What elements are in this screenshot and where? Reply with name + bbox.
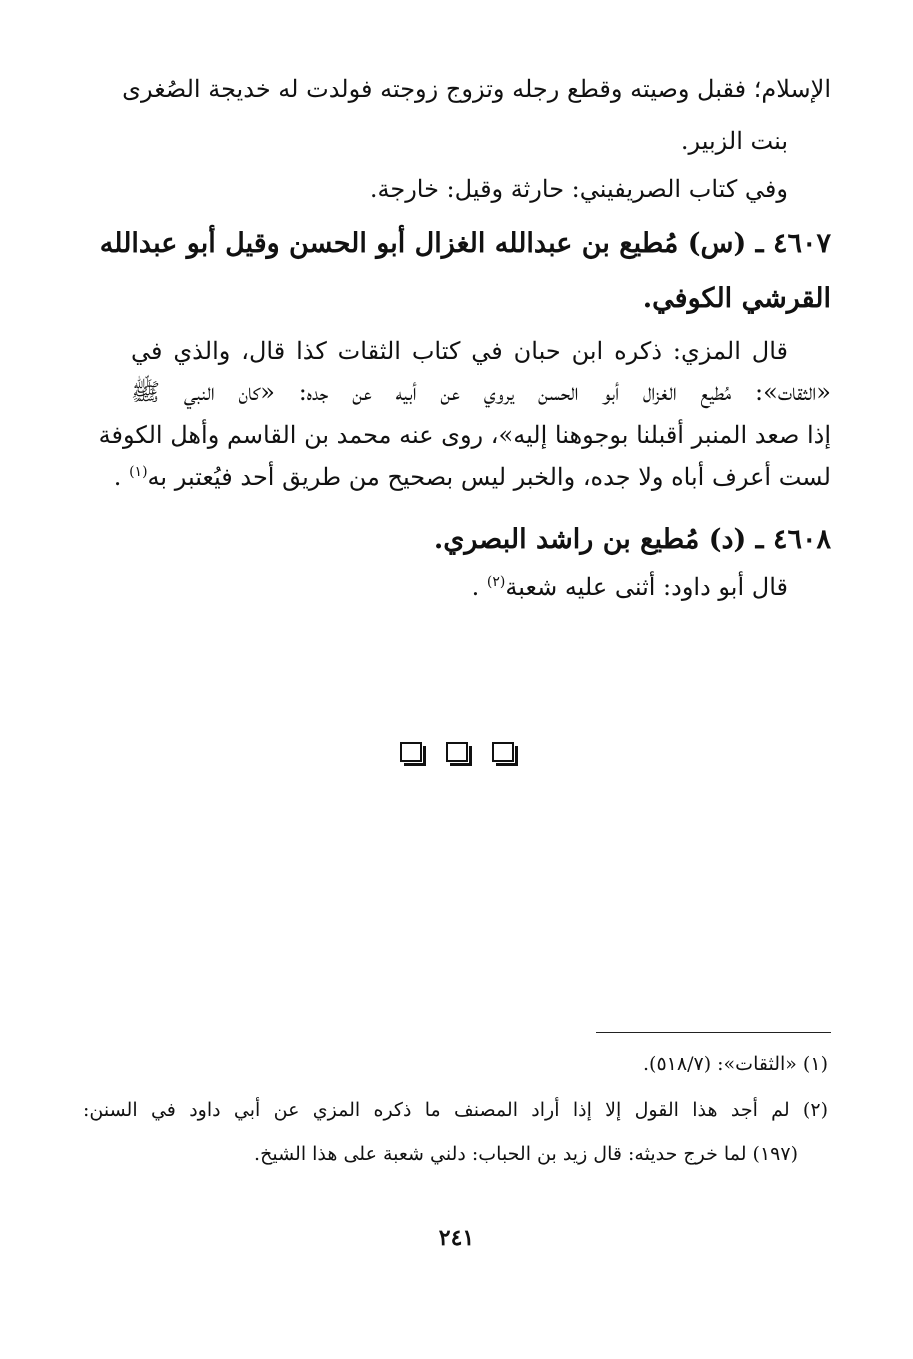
body-line: إذا صعد المنبر أقبلنا بوجوهنا إليه»، روى عنه محمد بن القاسم وأهل الكوفة <box>98 421 831 449</box>
body-text: لست أعرف أباه ولا جده، والخبر ليس بصحيح من طريق أحد فيُعتبر به <box>147 463 831 491</box>
body-line: الإسلام؛ فقبل وصيته وقطع رجله وتزوج زوجته فولدت له خديجة الصُغرى <box>122 75 831 103</box>
body-line: وفي كتاب الصريفيني: حارثة وقيل: خارجة. <box>369 175 788 203</box>
footnote-ref-2: (٢) <box>486 574 506 590</box>
footnote-2: (٢) لم أجد هذا القول إلا إذا أراد المصنف ما ذكره المزي عن أبي داود في السنن: <box>83 1099 828 1121</box>
entry-heading-4607-cont: القرشي الكوفي. <box>642 283 831 314</box>
section-separator <box>0 742 913 762</box>
body-line <box>113 460 831 494</box>
square-ornament-icon <box>492 742 514 762</box>
square-ornament-icon <box>446 742 468 762</box>
footnote-2-cont: (١٩٧) لما خرج حديثه: قال زيد بن الحباب: دلني شعبة على هذا الشيخ. <box>254 1143 798 1165</box>
body-line: «الثقات»: مُطيع الغزال أبو الحسن يروي عن أبيه عن جده: «كان النبي ﷺ <box>131 378 831 406</box>
body-line: قال المزي: ذكره ابن حبان في كتاب الثقات كذا قال، والذي في <box>131 337 788 365</box>
footnote-ref-1: (١) <box>129 464 148 480</box>
square-ornament-icon <box>400 742 422 762</box>
body-text: قال أبو داود: أثنى عليه شعبة <box>505 573 788 601</box>
body-line: بنت الزبير. <box>680 127 788 155</box>
body-line <box>131 570 788 604</box>
end-mark: . <box>471 573 480 601</box>
end-mark: . <box>113 463 122 491</box>
entry-heading-4608: ٤٦٠٨ ـ (د) مُطيع بن راشد البصري. <box>433 524 831 555</box>
footnote-rule <box>596 1032 831 1033</box>
footnote-1: (١) «الثقات»: (٥١٨/٧). <box>643 1053 828 1075</box>
page-number: ٢٤١ <box>438 1225 475 1251</box>
entry-heading-4607: ٤٦٠٧ ـ (س) مُطيع بن عبدالله الغزال أبو الحسن وقيل أبو عبدالله <box>99 228 831 259</box>
